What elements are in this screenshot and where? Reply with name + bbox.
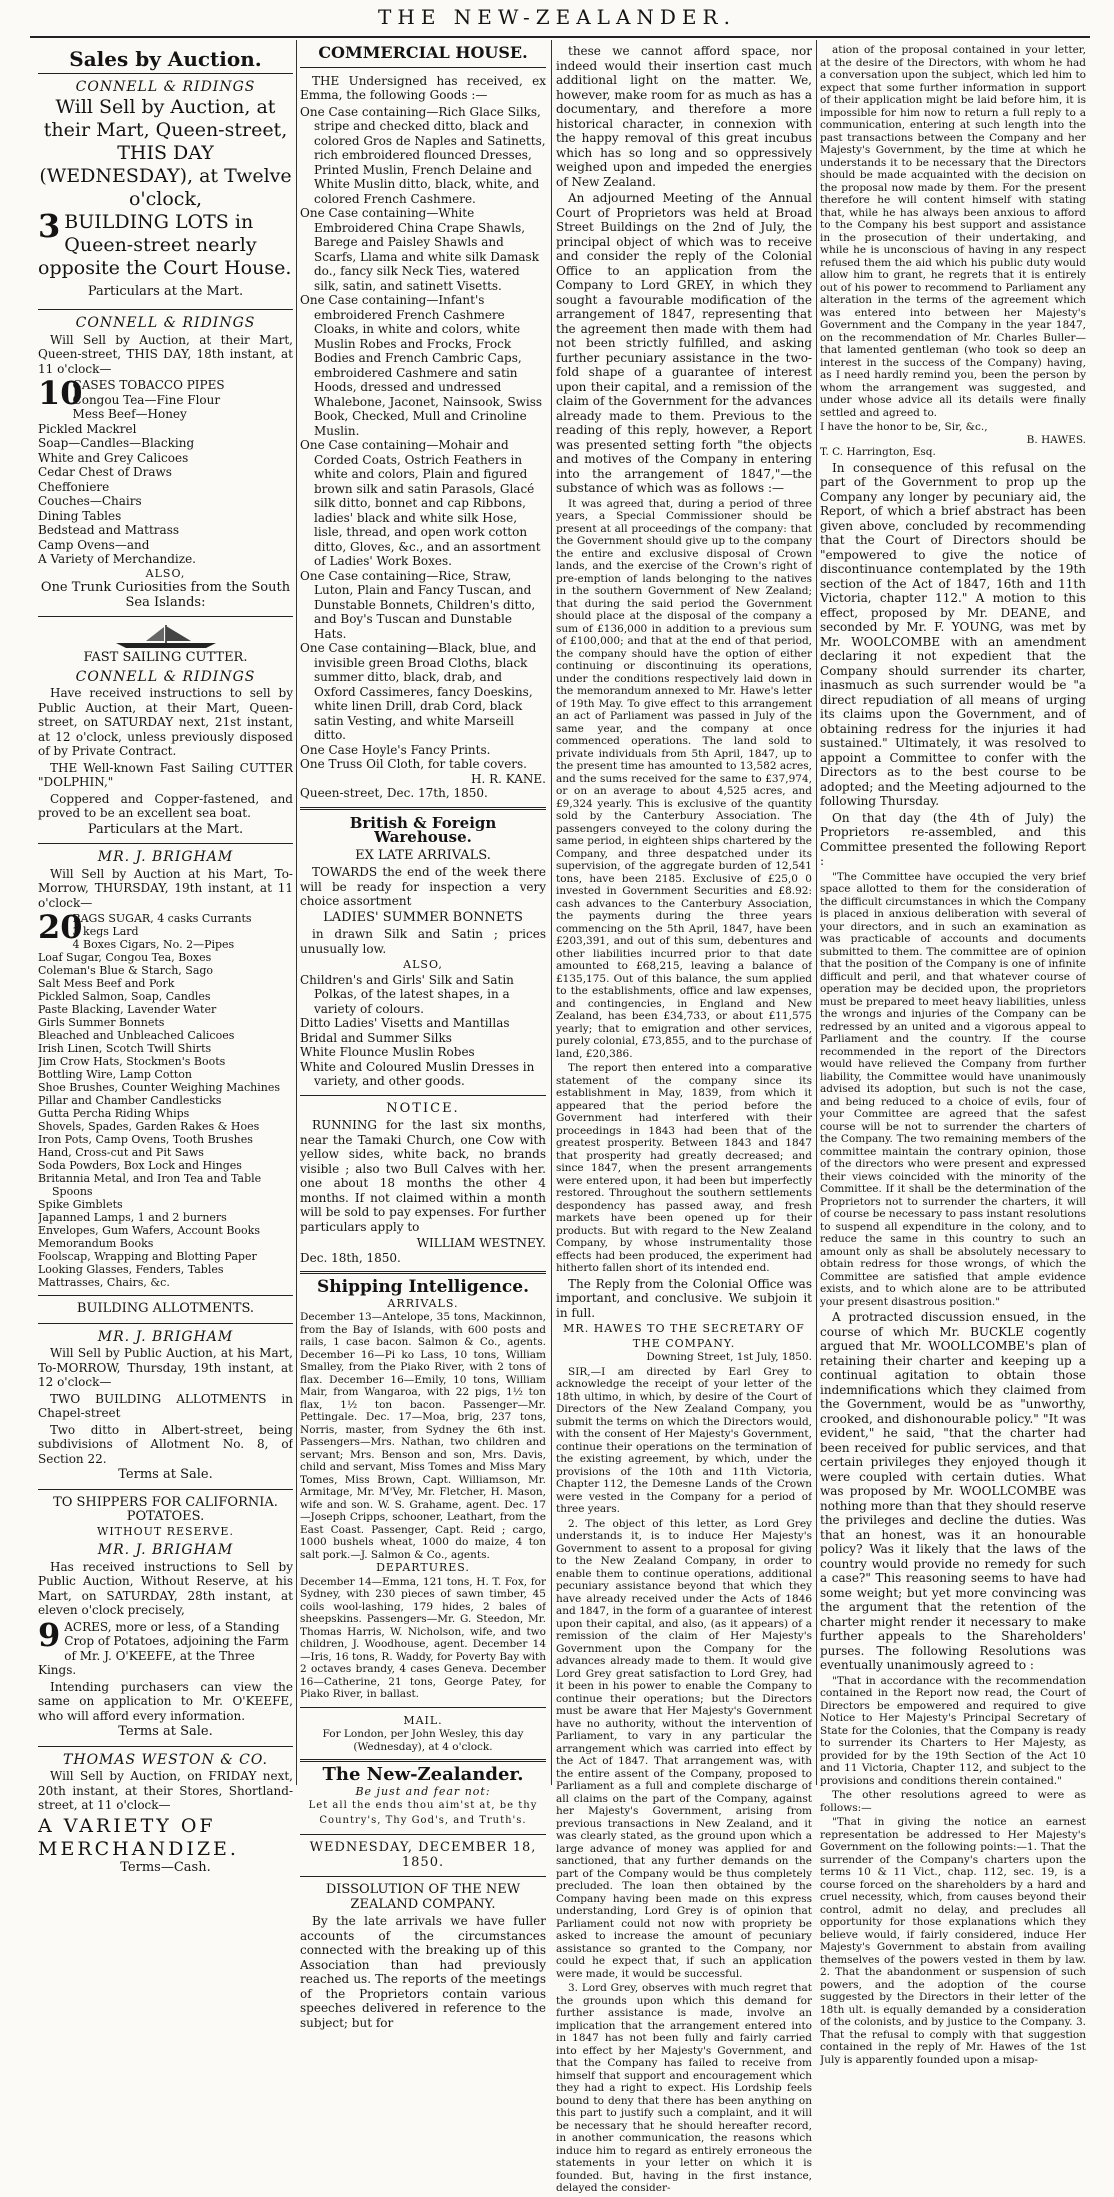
item-list	[38, 374, 293, 567]
ad-subtitle: WITHOUT RESERVE.	[97, 1524, 234, 1538]
column-divider	[551, 40, 552, 1785]
divider	[38, 843, 293, 844]
list-item: Looking Glasses, Fenders, Tables	[38, 1263, 224, 1276]
list-item: Hand, Cross-cut and Pit Saws	[38, 1146, 204, 1159]
column-1	[38, 42, 293, 1875]
divider	[300, 1876, 546, 1877]
article-paragraph: The other resolutions agreed to were as follows:—	[820, 1789, 1086, 1814]
article-paragraph: ation of the proposal contained in your letter, at the desire of the Directors, with whom he had a conversation upon the subject, which led him to expect that some further information in support of their application might be laid before him, it is impossible for him now to return a full reply to a communication, entering at such length into the past transactions between the Company and her Majesty's Government, by the time at which he understands it to be necessary that the Directors should be made acquainted with the decision on the proposal now made by them. For the present therefore he will content himself with stating that, while he has always been anxious to afford to the Company his best support and assistance in the prosecution of their undertaking, and while he is unconscious of having in any respect refused them the aid which his public duty would allow him to grant, he regrets that it is entirely out of his power to recommend to Parliament any alteration in the terms of the agreement which was entered into between her Majesty's Government and the Company in the year 1847, on the recommendation of Mr. Charles Buller—that lamented gentleman (who took so deep an interest in the success of the Company) having, as I need hardly remind you, been the person by whom the arrangement was suggested, and under whose advice all its details were finally settled and agreed to.	[820, 44, 1086, 419]
list-item: Mess Beef—Honey	[72, 407, 187, 421]
divider	[38, 616, 293, 617]
article-title: DISSOLUTION OF THE NEW ZEALAND COMPANY.	[325, 1882, 521, 1912]
list-item: Bridal and Summer Silks	[300, 1030, 452, 1045]
list-item: Cedar Chest of Draws	[38, 465, 172, 479]
case-list	[300, 105, 546, 772]
ad-body: Will Sell by Public Auction, at his Mart, To-MORROW, Thursday, 19th instant, at 12 o'clock—	[38, 1346, 293, 1389]
divider	[38, 1295, 293, 1296]
ad-body: Will Sell by Auction, at their Mart, Queen-street, THIS DAY, 18th instant, at 11 o'clock—	[38, 332, 293, 376]
list-item: Camp Ovens—and	[38, 537, 150, 552]
auctioneer-name: CONNELL & RIDINGS	[75, 315, 256, 331]
arrivals-label: ARRIVALS.	[387, 1296, 459, 1310]
arrivals-list: December 13—Antelope, 35 tons, Mackinnon, from the Bay of Islands, with 600 posts and rails, 1 case bacon. Salmon & Co., agents. December 16—Pi ko Lass, 10 tons, William Smalley, from the Piako River, with 2 tons of flax. December 16—Emily, 10 tons, William Mair, from Wangaroa, with 22 pigs, 1½ ton flax, 1½ ton bacon. Passenger—Mr. Pettingale. Dec. 17—Moa, brig, 237 tons, Norris, master, from Sydney the 6th inst. Passengers—Mrs. Nathan, two children and servant; Mrs. Benson and son, Mrs. Davis, child and servant, Miss Tomes and Miss Mary Tomes, Miss Brown, Capt. Williamson, Mr. Armitage, Mr. M'Vey, Mr. Fletcher, H. Mason, wife and son. W. S. Grahame, agent. Dec. 17—Joseph Cripps, schooner, Leathart, from the East Coast. Passenger, Capt. Reid ; cargo, 1000 bushels wheat, 1000 do maize, 4 ton salt pork.—J. Salmon & Co., agents.	[300, 1311, 546, 1561]
list-item: Mattrasses, Chairs, &c.	[38, 1276, 170, 1289]
list-item: Jim Crow Hats, Stockmen's Boots	[38, 1055, 226, 1068]
list-item: Loaf Sugar, Congou Tea, Boxes	[38, 951, 212, 964]
mail-body: For London, per John Wesley, this day (Wednesday), at 4 o'clock.	[322, 1728, 524, 1753]
ad-title: FAST SAILING CUTTER.	[83, 650, 248, 665]
divider	[38, 1489, 293, 1490]
signature: H. R. KANE.	[471, 771, 546, 786]
ad-lot: THE Well-known Fast Sailing CUTTER "DOLPHIN,"	[38, 760, 293, 789]
list-item: One Case containing—Rice, Straw, Luton, Plain and Fancy Tuscan, and Dunstable Bonnets, Children's ditto, and Boy's Tuscan and Dunstable Hats.	[300, 568, 536, 641]
article-paragraph: "The Committee have occupied the very brief space allotted to them for the consideration of the difficult circumstances in which the Company is placed in anxious deliberation with several of your directors, and in such an examination as was practicable of accounts and documents submitted to them. The committee are of opinion that the position of the Company is one of infinite difficult and peril, and that whatever course of operation may be decided upon, the proprietors must be prepared to meet heavy liabilities, unless the wrongs and injuries of the Company can be redressed by an united and a vigorous appeal to Parliament and the country. If the course recommended in the report of the Directors would have relieved the Company from further liability, the Committee would have unanimously advised its adoption, but such is not the case, and being reduced to a choice of evils, four of your Committee are agreed that the safest course will be not to surrender the charters of the Company. The two remaining members of the committee maintain the contrary opinion, those of the directors who were present and expressed their views coincided with the minority of the Committee. If it shall be the determination of the Proprietors not to surrender the charters, it will of course be necessary to pass instant resolutions to suspend all expenditure in the colony, and to reduce the same in this country to such an amount only as shall be absolutely necessary to obtain redress for those wrongs, of which the Committee are satisfied that ample evidence exists, and to which alone are to be attributed your present disastrous position."	[820, 870, 1086, 1308]
list-item: Bottling Wire, Lamp Cotton	[38, 1068, 193, 1081]
list-item: 3 kegs Lard	[72, 925, 139, 938]
ad-footer: Particulars at the Mart.	[87, 821, 244, 837]
lot-number: 3	[38, 207, 61, 245]
column-4	[820, 42, 1086, 2068]
list-item: Salt Mess Beef and Pork	[38, 977, 175, 990]
notice-body: RUNNING for the last six months, near the Tamaki Church, one Cow with yellow sides, white back, no brands visible ; also two Bull Calves with her. one about 18 months the other 4 months. If not claimed within a month will be sold to pay expenses. For further particulars apply to	[300, 1118, 546, 1234]
list-item: Japanned Lamps, 1 and 2 burners	[38, 1211, 227, 1224]
list-item: Pickled Salmon, Soap, Candles	[38, 990, 211, 1003]
auctioneer-name: MR. J. BRIGHAM	[97, 1328, 234, 1345]
departures-list: December 14—Emma, 121 tons, H. T. Fox, for Sydney, with 230 pieces of sawn timber, 45 coils wool-lashing, 179 hides, 2 bales of sheepskins. Passengers—Mr. G. Steedon, Mr. Thomas Harris, W. Nicholson, wife, and two children, J. Woodhouse, agent. December 14—Iris, 16 tons, R. Waddy, for Poverty Bay with 2 octaves brandy, 4 cases Geneva. December 16—Catherine, 21 tons, George Patey, for Piako River, in ballast.	[300, 1575, 546, 1700]
column-3	[556, 42, 812, 2197]
list-item: One Truss Oil Cloth, for table covers.	[300, 757, 527, 771]
list-item: Congou Tea—Fine Flour	[72, 392, 221, 407]
lot-number: 10	[38, 374, 83, 412]
divider	[300, 67, 546, 68]
ad-body: Has received instructions to Sell by Public Auction, Without Reserve, at his Mart, on SATURDAY, 28th instant, at eleven o'clock precisely,	[38, 1559, 293, 1617]
letter-heading: MR. HAWES TO THE SECRETARY OF THE COMPANY.	[563, 1322, 805, 1350]
ad-lot: ACRES, more or less, of a Standing Crop of Potatoes, adjoining the Farm of Mr. J. O'KEEFE, at the Three Kings.	[38, 1619, 289, 1677]
divider	[38, 1323, 293, 1324]
masthead: THE NEW-ZEALANDER.	[378, 5, 736, 29]
ad-intro: THE Undersigned has received, ex Emma, the following Goods :—	[300, 73, 546, 102]
ad-title: TO SHIPPERS FOR CALIFORNIA. POTATOES.	[53, 1494, 278, 1524]
list-item: White Flounce Muslin Robes	[300, 1045, 475, 1059]
column-2	[300, 42, 546, 2032]
signoff: I have the honor to be, Sir, &c.,	[820, 421, 988, 433]
ad-body: Have received instructions to sell by Public Auction, at their Mart, Queen-street, on SATURDAY next, 21st instant, at 12 o'clock, unless previously disposed of by Private Contract.	[38, 686, 293, 758]
list-item: One Case containing—Rich Glace Silks, stripe and checked ditto, black and colored Gros de Naples and Satinetts, rich embroidered flounced Dresses, Printed Muslin, French Delaine and White Muslin ditto, black, white, and colored French Cashmere.	[300, 104, 546, 206]
article-body: By the late arrivals we have fuller accounts of the circumstances connected with the breaking up of this Association than had previously reached us. The reports of the meetings of the Proprietors contain various speeches delivered in reference to the subject; but for	[300, 1914, 546, 2030]
list-item: Soda Powders, Box Lock and Hinges	[38, 1159, 242, 1172]
ad-body: Will Sell by Auction, at their Mart, Queen-street, THIS DAY (WEDNESDAY), at Twelve o'clock,	[39, 96, 292, 210]
list-item: Paste Blacking, Lavender Water	[38, 1003, 217, 1016]
divider	[300, 1834, 546, 1835]
article-paragraph: The report then entered into a comparative statement of the company since its establishment in May, 1839, from which it appeared that the period before the Government had interfered with their proceedings in 1843 had been that of the greatest prosperity. Between 1843 and 1847 that prosperity had greatly decreased; and since 1847, when the present arrangements were entered upon, it had been but imperfectly restored. Throughout the southern settlements despondency has passed away, and fresh markets have been opened up for their products. But with regard to the New Zealand Company, by whose instrumentality those effects had been produced, the experiment had hitherto fallen short of its intended end.	[556, 1062, 812, 1274]
article-paragraph: In consequence of this refusal on the part of the Government to prop up the Company any longer by pecuniary aid, the Report, of which a brief abstract has been given above, concluded by recommending that the Court of Directors should be "empowered to give the notice of discontinuance contemplated by the 19th section of the Act of 1847, 16th and 11th Victoria, chapter 112." A motion to this effect, proposed by Mr. DEANE, and seconded by Mr. F. YOUNG, was met by Mr. WOOLCOMBE with an amendment declaring it not expedient that the Company should surrender its charter, inasmuch as such surrender would be "a direct repudiation of all means of urging its claims upon the Government, and of obtaining redress for the injuries it had sustained." Ultimately, it was resolved to appoint a Committee to confer with the Directors as to the best course to be adopted; and the Meeting adjourned to the following Thursday.	[820, 460, 1086, 808]
list-item: Children's and Girls' Silk and Satin Polkas, of the latest shapes, in a variety of colours.	[300, 972, 514, 1016]
article-paragraph: 2. The object of this letter, as Lord Grey understands it, is to induce Her Majesty's Government to assent to a proposal for giving to the New Zealand Company, in order to enable them to continue operations, additional pecuniary assistance beyond that which they have already received under the Acts of 1846 and 1847, in the form of a guarantee of interest upon their capital, and also, (as it appears) of a remission of the claim of Her Majesty's Government upon the Company for the advances already made to them. It would give Lord Grey great satisfaction to Lord Grey, had it been in his power to enable the Company to continue their operations; but the Directors must be aware that Her Majesty's Government have no authority, without the intervention of Parliament, to vary in any particular the arrangement which was carried into effect by the Act of 1847. That arrangement was, with the entire assent of the Company, proposed to Parliament as a full and complete discharge of all claims on the part of the Company, against her Majesty's Government, arising from previous transactions in New Zealand, and it was clearly stated, as the ground upon which a large advance of money was applied for and sanctioned, that any further demands on the part of the Company would be thus completely precluded. The loan then obtained by the Company having been made on this express understanding, Lord Grey is of opinion that Parliament could not now with propriety be asked to increase the amount of pecuniary assistance so granted to the Company, nor could he expect that, if such an application were made, it would be successful.	[556, 1517, 812, 1980]
divider	[300, 1095, 546, 1096]
list-item: Pickled Mackrel	[38, 421, 137, 436]
article-paragraph: On that day (the 4th of July) the Proprietors re-assembled, and this Committee presented the following Report :	[820, 810, 1086, 868]
section-title-warehouse: British & Foreign Warehouse.	[349, 813, 497, 846]
auctioneer-name: CONNELL & RIDINGS	[75, 78, 256, 95]
list-item: Girls Summer Bonnets	[38, 1016, 165, 1029]
ad-footer: Terms at Sale.	[118, 1724, 213, 1739]
list-item: Bleached and Unbleached Calicoes	[38, 1029, 235, 1042]
divider	[38, 1746, 293, 1747]
auctioneer-name: MR. J. BRIGHAM	[97, 849, 234, 865]
ad-title: BUILDING ALLOTMENTS.	[76, 1301, 255, 1316]
ad-lot: Two ditto in Albert-street, being subdivisions of Allotment No. 8, of Section 22.	[38, 1422, 293, 1466]
departures-label: DEPARTURES.	[376, 1561, 470, 1574]
motto: Be just and fear not:	[355, 1784, 491, 1798]
list-item: Iron Pots, Camp Ovens, Tooth Brushes	[38, 1133, 253, 1146]
list-item: CASES TOBACCO PIPES	[72, 378, 225, 392]
ad-lot: A VARIETY OF MERCHANDIZE.	[38, 1814, 239, 1860]
article-paragraph: "That in giving the notice an earnest representation be addressed to Her Majesty's Government on the following points:—1. That the surrender of the Company's charters upon the terms 10 & 11 Vict., chap. 112, sec. 19, is a course forced on the shareholders by a hard and cruel necessity, which, from causes beyond their control, admit no delay, and precludes all opportunity for those explanations which they believe would, if fairly considered, induce Her Majesty's Government to abstain from availing themselves of the powers vested in them by law. 2. That the abandonment or suspension of such powers, and the adoption of the course suggested by the Directors in their letter of the 18th ult. is equally demanded by a consideration of the colonists, and by justice to the Company. 3. That the refusal to comply with that suggestion contained in the reply of Mr. Hawes of the 1st July is apparently founded upon a misap-	[820, 1816, 1086, 2066]
list-item: White and Coloured Muslin Dresses in variety, and other goods.	[300, 1059, 535, 1088]
ad-body: Will Sell by Auction at his Mart, To-Morrow, THURSDAY, 19th instant, at 11 o'clock—	[38, 866, 293, 910]
list-item: Shovels, Spades, Garden Rakes & Hoes	[38, 1120, 260, 1133]
list-item: A Variety of Merchandize.	[38, 552, 196, 566]
list-item: One Case containing—Mohair and Corded Coats, Ostrich Feathers in white and colors, Plain and figured brown silk and satin Parasols, Glacé silk ditto, bonnet and cap Ribbons, ladies' black and white silk Hose, lisle, thread, and open work cotton ditto, Gloves, &c., and an assortment of Ladies' Work Boxes.	[300, 438, 541, 568]
list-item: Pillar and Chamber Candlesticks	[38, 1094, 222, 1107]
divider	[300, 807, 546, 810]
article-paragraph: The Reply from the Colonial Office was important, and conclusive. We subjoin it in full.	[556, 1276, 812, 1320]
ad-date: Queen-street, Dec. 17th, 1850.	[300, 786, 488, 800]
signature: B. HAWES.	[1026, 433, 1086, 446]
item-list	[300, 973, 546, 1089]
motto: Let all the ends thou aim'st at, be thy Country's, Thy God's, and Truth's.	[308, 1800, 538, 1826]
also-label: ALSO,	[145, 566, 186, 580]
ad-body: Intending purchasers can view the same on application to Mr. O'KEEFE, who will afford every information.	[38, 1679, 293, 1723]
ad-lot: LADIES' SUMMER BONNETS	[323, 909, 523, 925]
signature: WILLIAM WESTNEY.	[416, 1236, 546, 1250]
auctioneer-name: THOMAS WESTON & CO.	[63, 1751, 268, 1768]
divider	[38, 309, 293, 310]
list-item: One Case containing—Black, blue, and invisible green Broad Cloths, black summer ditto, black, drab, and Oxford Cassimeres, fancy Doeskins, white linen Drill, drab Cord, black satin Vesting, and white Marseill ditto.	[300, 641, 537, 742]
section-title-sales: Sales by Auction.	[69, 47, 262, 71]
article-paragraph: It was agreed that, during a period of three years, a Special Commissioner should be present at all proceedings of the company: that the Government should give up to the company the entire and exclusive disposal of Crown lands, and the exercise of the Crown's right of pre-emption of lands belonging to the natives in the southern Government of New Zealand; that during the said period the Government should place at the disposal of the company a sum of £136,000 in addition to a previous sum of £100,000; and that at the end of that period, the company should have the option of either continuing or discontinuing its operations, under the conditions respectively laid down in the memorandum annexed to Mr. Hawe's letter of 19th May. To give effect to this arrangement an act of Parliament was passed in July of the same year, and the company at once commenced operations. The land sold to private individuals from 5th April, 1847, up to the present time has amounted to 13,582 acres, and the sums received for the same to £37,974, or on an average to about 4,525 acres, and £9,324 yearly. This is exclusive of the quantity sold by the Canterbury Association. The passengers conveyed to the colony during the same period, in eighteen ships chartered by the Company, and three despatched under its supervision, of the aggregate burden of 12,541 tons, have been 2185. Exclusive of £25,0 0 invested in Government Securities and £8.92: cash advances to the Canterbury Association, the payments during the three years commencing on the 5th April, 1847, have been £203,391, and out of this sum, debentures and other liabilities incurred prior to that date amounted to £68,215, leaving a balance of £135,175. Out of this balance, the sum applied to the establishments, office and law expenses, and contingencies, in England and New Zealand, has been £34,733, or about £11,575 yearly; that to emigration and other services, purely colonial, £73,855, and to the purchase of land, £20,386.	[556, 497, 812, 1060]
auctioneer-name: CONNELL & RIDINGS	[75, 668, 256, 685]
ad-footer: Terms—Cash.	[120, 1859, 211, 1875]
ad-body: TOWARDS the end of the week there will be ready for inspection a very choice assortment	[300, 865, 546, 908]
ad-lot: Coppered and Copper-fastened, and proved to be an excellent sea boat.	[38, 791, 293, 820]
list-item: Shoe Brushes, Counter Weighing Machines	[38, 1081, 280, 1094]
list-item: Memorandum Books	[38, 1237, 154, 1250]
ad-footer: Terms at Sale.	[118, 1467, 213, 1482]
mail-title: MAIL.	[403, 1713, 443, 1727]
ad-footer: Particulars at the Mart.	[87, 284, 244, 299]
list-item: Ditto Ladies' Visetts and Mantillas	[300, 1016, 510, 1030]
list-item: Envelopes, Gum Wafers, Account Books	[38, 1224, 260, 1237]
item-list	[38, 908, 293, 1289]
ad-item: One Trunk Curiosities from the South Sea Islands:	[40, 580, 291, 610]
section-title-shipping: Shipping Intelligence.	[317, 1277, 529, 1297]
article-paragraph: these we cannot afford space, nor indeed would their insertion cast much additional light on the matter. We, however, make room for as much as has a documentary, and therefore a more historical character, in connexion with the happy removal of this great incubus which has so long and so oppressively weighed upon and impeded the energies of New Zealand.	[556, 44, 812, 189]
list-item: Soap—Candles—Blacking	[38, 436, 195, 450]
ad-body: in drawn Silk and Satin ; prices unusually low.	[300, 927, 546, 956]
column-divider	[296, 40, 297, 1785]
notice-title: NOTICE.	[386, 1100, 460, 1116]
lot-number: 20	[38, 908, 83, 946]
ad-date: Dec. 18th, 1850.	[300, 1250, 401, 1265]
article-paragraph: "That in accordance with the recommendation contained in the Report now read, the Court of Directors be empowered and required to give Notice to Her Majesty's Principal Secretary of State for the Colonies, that the Company is ready to surrender its Charters to Her Majesty, as provided for by the 19th Section of the Act 10 and 11 Victoria, Chapter 112, and subject to the provisions and conditions therein contained."	[820, 1674, 1086, 1787]
auctioneer-name: MR. J. BRIGHAM	[97, 1542, 234, 1558]
issue-date: WEDNESDAY, DECEMBER 18, 1850.	[309, 1840, 537, 1870]
list-item: Gutta Percha Riding Whips	[38, 1107, 190, 1120]
letter-date: Downing Street, 1st July, 1850.	[646, 1351, 812, 1363]
list-item: Bedstead and Mattrass	[38, 523, 180, 537]
list-item: Spike Gimblets	[38, 1198, 123, 1211]
ad-lot: TWO BUILDING ALLOTMENTS in Chapel-street	[38, 1391, 293, 1420]
list-item: One Case containing—White Embroidered China Crape Shawls, Barege and Paisley Shawls and Scarfs, Llama and white silk Damask do., fancy silk Neck Ties, watered silk, satin, and satinett Visetts.	[300, 206, 539, 293]
addressee: T. C. Harrington, Esq.	[820, 446, 936, 458]
article-paragraph: SIR,—I am directed by Earl Grey to acknowledge the receipt of your letter of the 18th ultimo, in which, by desire of the Court of Directors of the New Zealand Company, you submit the terms on which the Directors would, with the consent of Her Majesty's Government, continue their operations on the termination of the existing agreement, by which, under the provisions of the 10th and 11th Victoria, Chapter 112, the Demesne Lands of the Crown were vested in the Company for a period of three years.	[556, 1365, 812, 1515]
divider	[300, 1707, 546, 1708]
lot-number: 9	[38, 1615, 61, 1654]
list-item: One Case containing—Infant's embroidered French Cashmere Cloaks, in white and colors, white Muslin Robes and Frocks, Frock Bodies and French Cambric Caps, embroidered Cashmere and satin Hoods, dressed and undressed Whalebone, Jaconet, Nainsook, Swiss Book, Checked, Mull and Crinoline Muslin.	[300, 293, 543, 438]
list-item: Cheffoniere	[38, 479, 110, 494]
list-item: 4 Boxes Cigars, No. 2—Pipes	[72, 938, 235, 951]
section-title-commercial: COMMERCIAL HOUSE.	[318, 43, 528, 62]
list-item: Dining Tables	[38, 508, 122, 523]
article-paragraph: An adjourned Meeting of the Annual Court of Proprietors was held at Broad Street Buildings on the 2nd of July, the principal object of which was to receive and consider the reply of the Colonial Office to an application from the Company to Lord GREY, in which they sought a favourable modification of the arrangement of 1847, representing that the agreement then made with them had not been strictly fulfilled, and asking further pecuniary assistance in the two-fold shape of a guarantee of interest upon their capital, and a remission of the claim of the Government for the advances already made to them. Previous to the reading of this reply, however, a Report was presented setting forth "the objects and motives of the Company in entering into the arrangement of 1847,"—the substance of which was as follows :—	[556, 191, 812, 495]
article-paragraph: A protracted discussion ensued, in the course of which Mr. BUCKLE cogently argued that Mr. WOOLLCOMBE's plan of retaining their charter and keeping up a continual agitation to obtain those indemnifications which they claimed from the Government, would be as "unworthy, crooked, and dishonourable policy." "It was evident," he said, "that the charter had been received for public services, and that certain privileges they enjoyed though it were coupled with certain duties. What was proposed by Mr. WOOLLCOMBE was nothing more than that they should reserve the privileges and decline the duties. Was that an honest, was it an honourable policy? Was it likely that the laws of the country would provide no remedy for such a case?" This reasoning seems to have had some weight; but yet more convincing was the argument that the retention of the charter might render it necessary to make further appeals to the Shareholders' purses. The following Resolutions was eventually unanimously agreed to :	[820, 1310, 1086, 1672]
masthead-rule	[30, 36, 1090, 38]
ad-lot: BUILDING LOTS in Queen-street nearly opposite the Court House.	[38, 211, 292, 279]
list-item: Foolscap, Wrapping and Blotting Paper	[38, 1250, 257, 1263]
list-item: Couches—Chairs	[38, 494, 142, 508]
divider	[38, 73, 293, 74]
ad-subtitle: EX LATE ARRIVALS.	[355, 847, 491, 863]
also-label: ALSO,	[403, 958, 443, 971]
ad-body: Will Sell by Auction, on FRIDAY next, 20th instant, at their Stores, Shortland-street, at 11 o'clock—	[38, 1769, 293, 1812]
list-item: White and Grey Calicoes	[38, 450, 189, 465]
divider	[300, 1271, 546, 1274]
article-paragraph: 3. Lord Grey, observes with much regret that the grounds upon which this demand for further assistance is made, involve an implication that the arrangement entered into in 1847 has not been fully and fairly carried into effect by her Majesty's Government, and that the Company has failed to receive from himself that support and encouragement which they had a right to expect. His Lordship feels bound to deny that there has been anything on this part to justify such a complaint, and it will be necessary that he should hereafter record, in another communication, the reasons which induce him to regard as entirely erroneous the statements in your letter on which it is founded. But, having in the first instance, delayed the consider-	[556, 1982, 812, 2194]
list-item: Britannia Metal, and Iron Tea and Table Spoons	[38, 1172, 262, 1198]
paper-title: The New-Zealander.	[322, 1764, 524, 1785]
divider	[300, 1759, 546, 1762]
list-item: One Case Hoyle's Fancy Prints.	[300, 742, 491, 757]
ship-icon	[106, 623, 226, 649]
list-item: BAGS SUGAR, 4 casks Currants	[72, 912, 252, 925]
list-item: Irish Linen, Scotch Twill Shirts	[38, 1042, 212, 1055]
list-item: Coleman's Blue & Starch, Sago	[38, 964, 214, 977]
column-divider	[816, 40, 817, 1785]
